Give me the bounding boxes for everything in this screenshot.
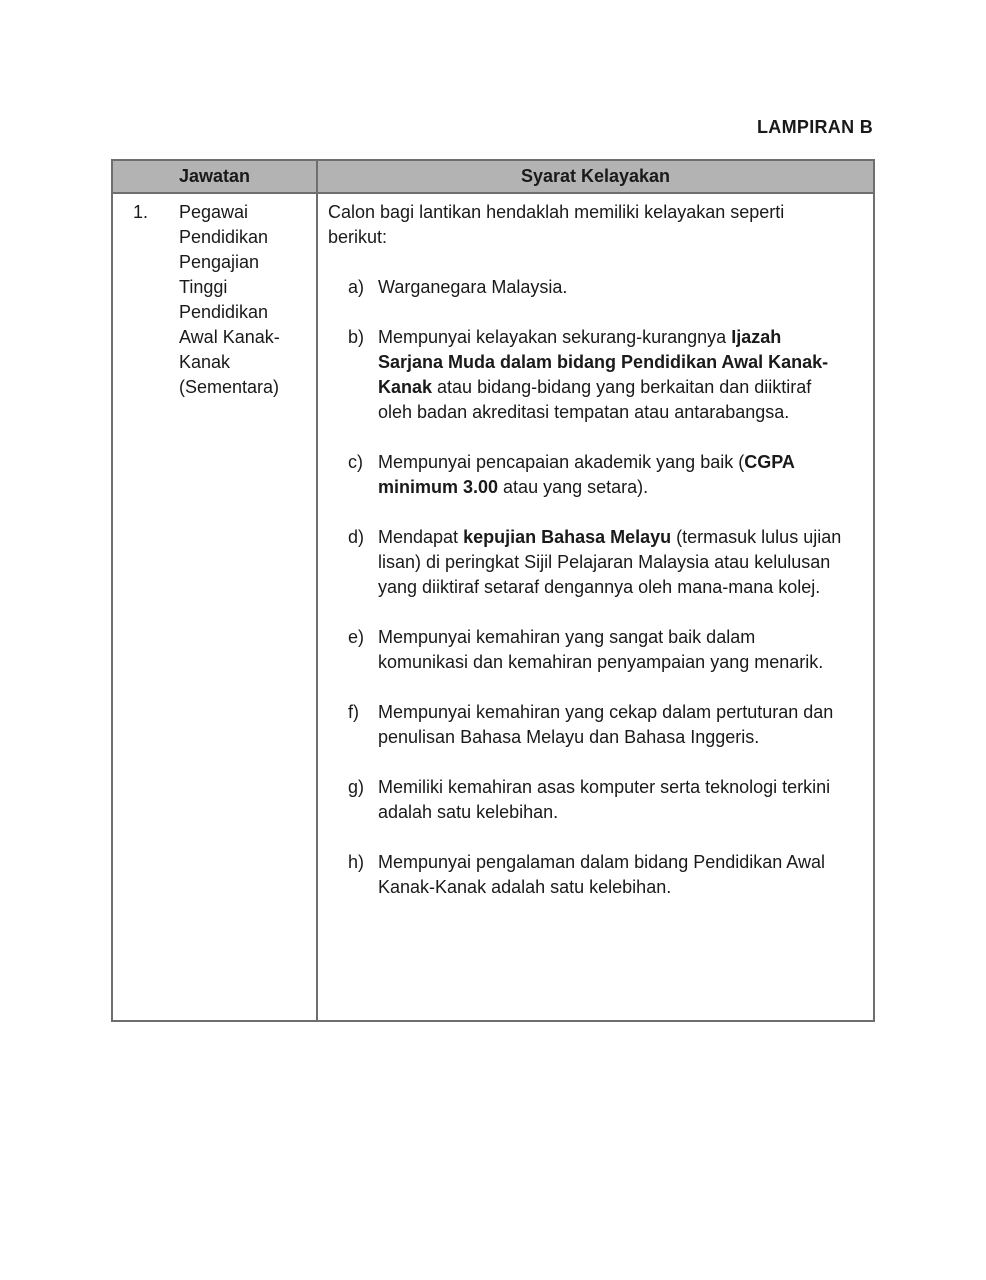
position-name: Pegawai Pendidikan Pengajian Tinggi Pendidikan Awal Kanak-Kanak (Sementara) <box>179 202 280 397</box>
requirement-item-c <box>328 450 861 500</box>
requirements-intro: Calon bagi lantikan hendaklah memiliki kelayakan seperti berikut: <box>328 202 785 247</box>
syarat-cell-inner <box>318 194 873 900</box>
item-text: Mempunyai pencapaian akademik yang baik (CGPA minimum 3.00 atau yang setara). <box>378 452 795 497</box>
document-page <box>111 0 873 1022</box>
item-label: d) <box>348 527 365 547</box>
requirement-item-h <box>328 850 861 900</box>
requirement-item-f <box>328 700 861 750</box>
item-label: a) <box>348 277 365 297</box>
jawatan-cell <box>112 193 317 1021</box>
item-text: Mendapat kepujian Bahasa Melayu (termasuk lulus ujian lisan) di peringkat Sijil Pelajaran Malaysia atau kelulusan yang diiktiraf setaraf dengannya oleh mana-mana kolej. <box>378 527 842 597</box>
requirement-item-d <box>328 525 861 600</box>
item-text: Mempunyai kemahiran yang sangat baik dalam komunikasi dan kemahiran penyampaian yang menarik. <box>378 627 824 672</box>
row-number: 1. <box>133 202 149 222</box>
requirements-table <box>111 159 875 1022</box>
requirement-item-a <box>328 275 861 300</box>
item-text: Mempunyai kemahiran yang cekap dalam pertuturan dan penulisan Bahasa Melayu dan Bahasa Inggeris. <box>378 702 834 747</box>
table-header-row <box>112 160 874 193</box>
item-label: g) <box>348 777 365 797</box>
table-row <box>112 193 874 1021</box>
requirement-item-g <box>328 775 861 825</box>
header-syarat: Syarat Kelayakan <box>317 160 874 193</box>
item-text: Mempunyai pengalaman dalam bidang Pendidikan Awal Kanak-Kanak adalah satu kelebihan. <box>378 852 825 897</box>
header-jawatan: Jawatan <box>112 160 317 193</box>
requirement-item-b <box>328 325 861 425</box>
item-text: Mempunyai kelayakan sekurang-kurangnya Ijazah Sarjana Muda dalam bidang Pendidikan Awal Kanak-Kanak atau bidang-bidang yang berkaitan dan diiktiraf oleh badan akreditasi tempatan atau antarabangsa. <box>378 327 829 422</box>
item-label: h) <box>348 852 365 872</box>
item-text: Warganegara Malaysia. <box>378 277 568 297</box>
item-text: Memiliki kemahiran asas komputer serta teknologi terkini adalah satu kelebihan. <box>378 777 831 822</box>
item-label: e) <box>348 627 365 647</box>
page-heading: LAMPIRAN B <box>757 117 873 137</box>
requirement-item-e <box>328 625 861 675</box>
jawatan-cell-inner <box>113 194 316 400</box>
item-label: f) <box>348 702 359 722</box>
item-label: b) <box>348 327 365 347</box>
syarat-cell <box>317 193 874 1021</box>
item-label: c) <box>348 452 363 472</box>
